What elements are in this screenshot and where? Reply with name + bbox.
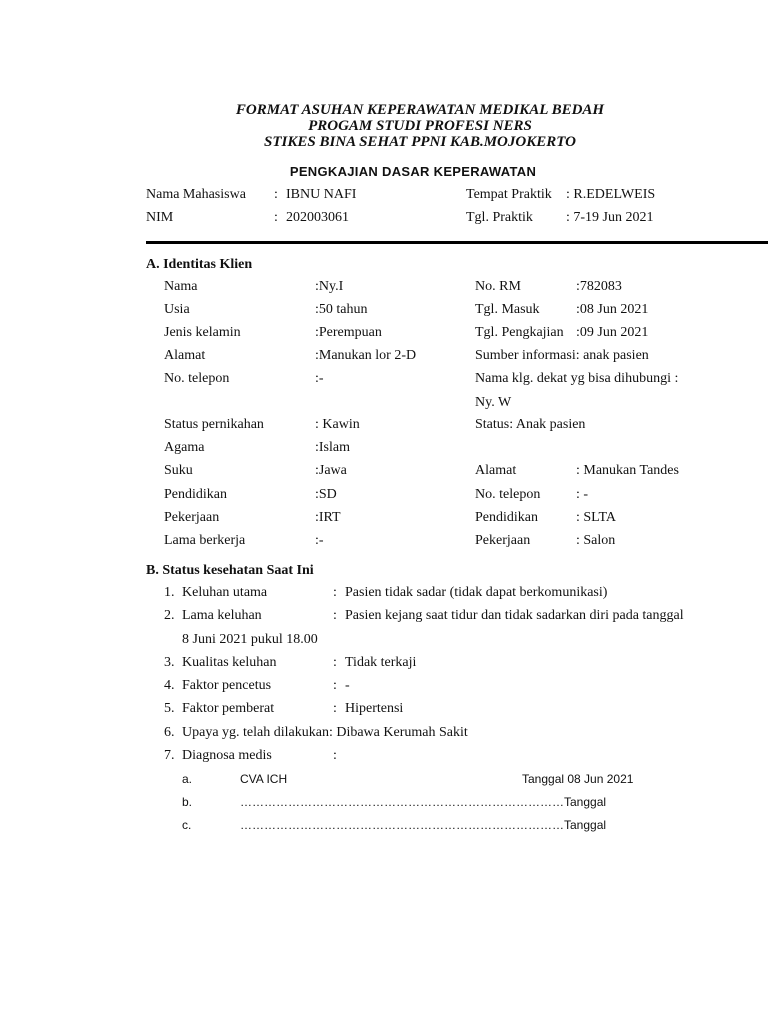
identity-field-label: No. RM [475,279,521,294]
identity-field-label: Jenis kelamin [164,325,241,340]
list-item-sep: : [333,678,337,693]
identity-field-label: Pekerjaan [164,510,220,525]
identity-field-value: :08 Jun 2021 [576,302,649,317]
list-item-value: - [345,678,350,693]
program-title: PROGAM STUDI PROFESI NERS [308,118,532,134]
identity-field-value: : Salon [576,533,616,548]
student-name-sep: : [274,187,278,202]
identity-field-label: Nama [164,279,198,294]
identity-field-value: :50 tahun [315,302,368,317]
identity-field-value: :09 Jun 2021 [576,325,649,340]
identity-field-value: :- [315,371,324,386]
form-title: FORMAT ASUHAN KEPERAWATAN MEDIKAL BEDAH [235,102,605,118]
list-item-label: Diagnosa medis [182,748,272,763]
list-item-number: 3. [164,655,175,670]
identity-field-value: :782083 [576,279,622,294]
identity-field-label: Tgl. Masuk [475,302,540,317]
diagnosis-letter: c. [182,818,192,832]
identity-field-value: : Manukan Tandes [576,463,679,478]
institution-title: STIKES BINA SEHAT PPNI KAB.MOJOKERTO [264,134,576,150]
identity-field-label: Sumber informasi: anak pasien [475,348,649,363]
identity-field-value: :Perempuan [315,325,382,340]
practice-date-label: Tgl. Praktik [466,210,533,225]
identity-field-value: :Jawa [315,463,347,478]
identity-field-value: :IRT [315,510,341,525]
list-item-value: Tidak terkaji [345,655,417,670]
list-item-value: Hipertensi [345,701,404,716]
list-item-label: Lama keluhan [182,608,262,623]
practice-place-value: : R.EDELWEIS [566,187,656,202]
list-item-label: Faktor pencetus [182,678,272,693]
list-item-sep: : [333,748,337,763]
list-item-sep: : [333,655,337,670]
nim-value: 202003061 [286,210,349,225]
list-item-label: Keluhan utama [182,585,268,600]
list-item-number: 7. [164,748,175,763]
list-item-sep: : [333,701,337,716]
diagnosis-name: ………………………………………………………………………Tanggal [240,818,607,832]
list-item-number: 2. [164,608,175,623]
list-item-number: 5. [164,701,175,716]
identity-field-label: Tgl. Pengkajian [475,325,564,340]
identity-field-label: Status: Anak pasien [475,417,586,432]
identity-field-label: Ny. W [475,395,512,410]
list-item-value: Pasien tidak sadar (tidak dapat berkomunikasi) [345,585,608,600]
identity-field-value: :Manukan lor 2-D [315,348,417,363]
identity-field-label: Lama berkerja [164,533,246,548]
diagnosis-name: ………………………………………………………………………Tanggal [240,795,607,809]
identity-field-value: :SD [315,487,337,502]
header-divider [146,241,768,244]
diagnosis-letter: b. [182,795,193,809]
list-item-label: Faktor pemberat [182,701,275,716]
identity-field-label: No. telepon [164,371,230,386]
list-item-label: 8 Juni 2021 pukul 18.00 [182,632,318,647]
identity-field-label: Pendidikan [164,487,227,502]
identity-field-label: No. telepon [475,487,541,502]
student-name-value: IBNU NAFI [286,187,357,202]
identity-field-label: Alamat [164,348,206,363]
identity-field-label: Pekerjaan [475,533,531,548]
list-item-sep: : [333,608,337,623]
identity-field-label: Nama klg. dekat yg bisa dihubungi : [475,371,679,386]
list-item-label: Kualitas keluhan [182,655,277,670]
identity-field-label: Suku [164,463,193,478]
practice-place-label: Tempat Praktik [466,187,552,202]
list-item-number: 4. [164,678,175,693]
practice-date-value: : 7-19 Jun 2021 [566,210,654,225]
section-a-title: A. Identitas Klien [146,257,253,272]
student-name-label: Nama Mahasiswa [146,187,246,202]
identity-field-label: Pendidikan [475,510,538,525]
identity-field-value: : Kawin [315,417,360,432]
section-b-title: B. Status kesehatan Saat Ini [146,563,314,578]
diagnosis-date: Tanggal 08 Jun 2021 [522,772,634,786]
identity-field-label: Agama [164,440,205,455]
identity-field-label: Status pernikahan [164,417,264,432]
identity-field-value: :Islam [315,440,350,455]
identity-field-value: : SLTA [576,510,616,525]
list-item-value: Pasien kejang saat tidur dan tidak sadarkan diri pada tanggal [345,608,684,623]
diagnosis-name: CVA ICH [240,772,288,786]
diagnosis-letter: a. [182,772,193,786]
identity-field-value: : - [576,487,589,502]
identity-field-label: Alamat [475,463,517,478]
identity-field-label: Usia [164,302,190,317]
list-item-number: 1. [164,585,175,600]
nim-sep: : [274,210,278,225]
page-subtitle: PENGKAJIAN DASAR KEPERAWATAN [289,164,537,179]
nim-label: NIM [146,210,174,225]
list-item-number: 6. [164,725,175,740]
identity-field-value: :Ny.I [315,279,344,294]
identity-field-value: :- [315,533,324,548]
list-item-label: Upaya yg. telah dilakukan: Dibawa Kerumah Sakit [182,725,468,740]
list-item-sep: : [333,585,337,600]
